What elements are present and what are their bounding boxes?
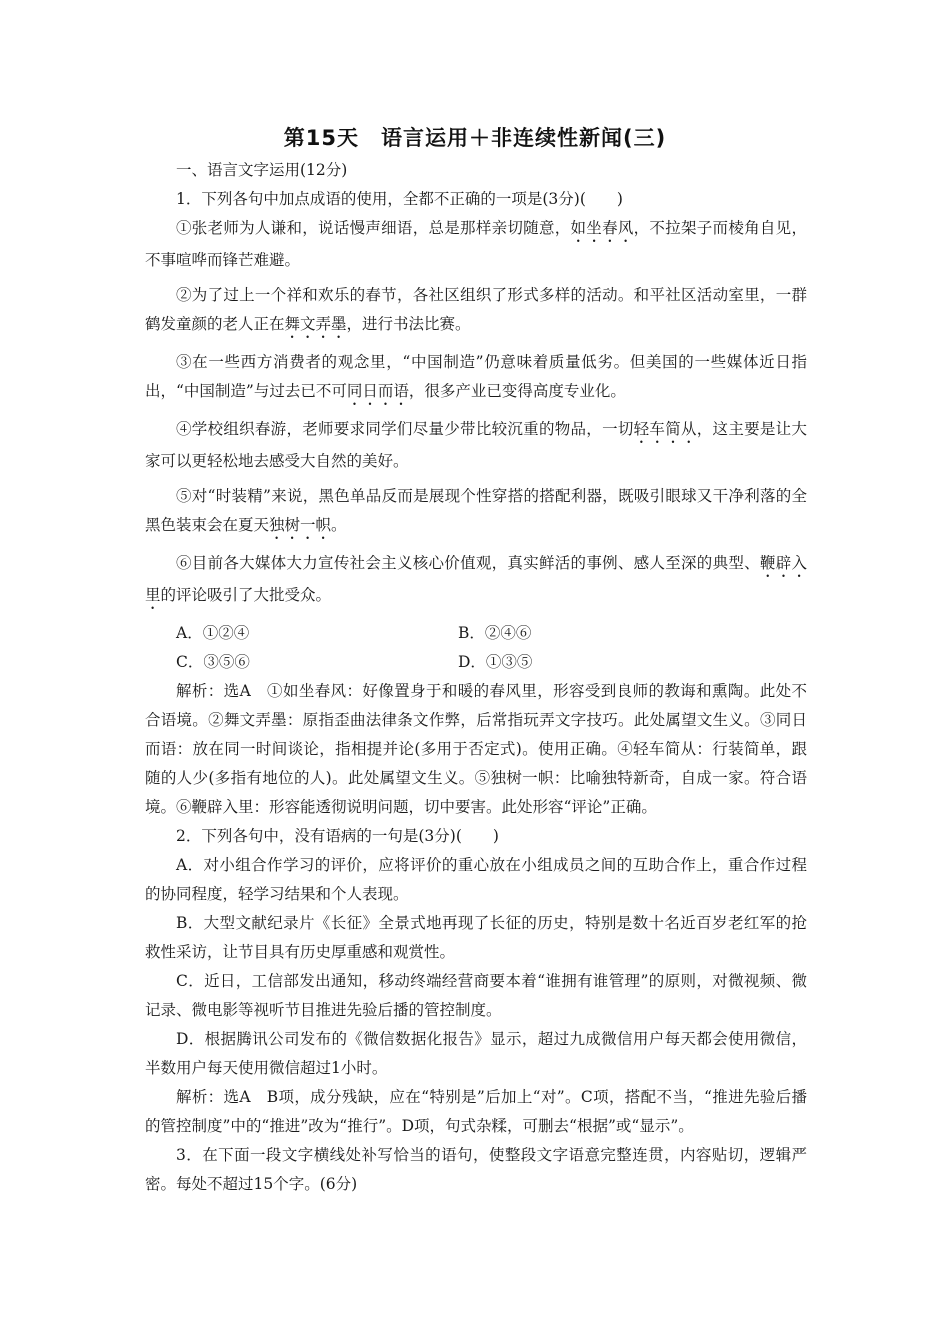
q1-analysis: 解析：选A ①如坐春风：好像置身于和暖的春风里，形容受到良师的教诲和熏陶。此处不合语境。②舞文弄墨：原指歪曲法律条文作弊，后常指玩弄文字技巧。此处属望文生义。③同日而语：放在同一时间谈论，指相提并论(多用于否定式)。使用正确。④轻车简从：行装简单，跟随的人少(多指有地位的人)。此处属望文生义。⑤独树一帜：比喻独特新奇，自成一家。符合语境。⑥鞭辟入里：形容能透彻说明问题，切中要害。此处形容“评论”正确。 [145, 682, 807, 816]
option-a: A．①②④ [176, 624, 250, 642]
q2-option-a: A．对小组合作学习的评价，应将评价的重心放在小组成员之间的互助合作上，重合作过程的协同程度，轻学习结果和个人表现。 [145, 856, 807, 903]
q2-option-c: C．近日，工信部发出通知，移动终端经营商要本着“谁拥有谁管理”的原则，对微视频、微记录、微电影等视听节目推进先验后播的管控制度。 [145, 972, 807, 1019]
q1-sentence-5: ⑤对“时装精”来说，黑色单品反而是展现个性穿搭的搭配利器，既吸引眼球又干净利落的全黑色装束会在夏天独树一帜。 [145, 487, 807, 534]
q2-option-d: D．根据腾讯公司发布的《微信数据化报告》显示，超过九成微信用户每天都会使用微信，半数用户每天使用微信超过1小时。 [145, 1030, 807, 1077]
marked-idiom: 鞭辟入里 [145, 554, 807, 604]
option-b: B．②④⑥ [458, 624, 532, 642]
option-d: D．①③⑤ [458, 653, 533, 671]
q2-analysis: 解析：选A B项，成分残缺，应在“特别是”后加上“对”。C项，搭配不当，“推进先验后播的管控制度”中的“推进”改为“推行”。D项，句式杂糅，可删去“根据”或“显示”。 [145, 1088, 807, 1135]
marked-idiom: 轻车简从 [633, 420, 697, 438]
q1-sentence-6: ⑥目前各大媒体大力宣传社会主义核心价值观，真实鲜活的事例、感人至深的典型、鞭辟入里的评论吸引了大批受众。 [145, 554, 807, 604]
q1-options-row-1 [145, 619, 807, 648]
q2-option-b: B．大型文献纪录片《长征》全景式地再现了长征的历史，特别是数十名近百岁老红军的抢救性采访，让节目具有历史厚重感和观赏性。 [145, 914, 807, 961]
marked-idiom: 如坐春风 [570, 219, 634, 237]
marked-idiom: 舞文弄墨 [284, 315, 347, 333]
q1-sentence-4: ④学校组织春游，老师要求同学们尽量少带比较沉重的物品，一切轻车简从，这主要是让大家可以更轻松地去感受大自然的美好。 [145, 420, 807, 470]
question-1-stem: 1．下列各句中加点成语的使用，全都不正确的一项是(3分)( ) [176, 190, 623, 208]
q1-options-row-2 [145, 648, 807, 677]
marked-idiom: 独树一帜 [269, 516, 332, 534]
question-3-stem: 3．在下面一段文字横线处补写恰当的语句，使整段文字语意完整连贯，内容贴切，逻辑严密。每处不超过15个字。(6分) [145, 1146, 807, 1193]
page-title: 第15天 语言运用＋非连续性新闻(三) [283, 126, 667, 150]
q1-sentence-1: ①张老师为人谦和，说话慢声细语，总是那样亲切随意，如坐春风，不拉架子而棱角自见，不事喧哗而锋芒难避。 [145, 219, 807, 269]
marked-idiom: 同日而语 [346, 382, 409, 400]
q1-sentence-3: ③在一些西方消费者的观念里，“中国制造”仍意味着质量低劣。但美国的一些媒体近日指出，“中国制造”与过去已不可同日而语，很多产业已变得高度专业化。 [145, 353, 807, 400]
option-c: C．③⑤⑥ [176, 653, 250, 671]
question-2-stem: 2．下列各句中，没有语病的一句是(3分)( ) [176, 827, 499, 845]
document-body [145, 156, 807, 1199]
q1-sentence-2: ②为了过上一个祥和欢乐的春节，各社区组织了形式多样的活动。和平社区活动室里，一群鹤发童颜的老人正在舞文弄墨，进行书法比赛。 [145, 286, 807, 333]
section-heading: 一、语言文字运用(12分) [176, 161, 348, 179]
